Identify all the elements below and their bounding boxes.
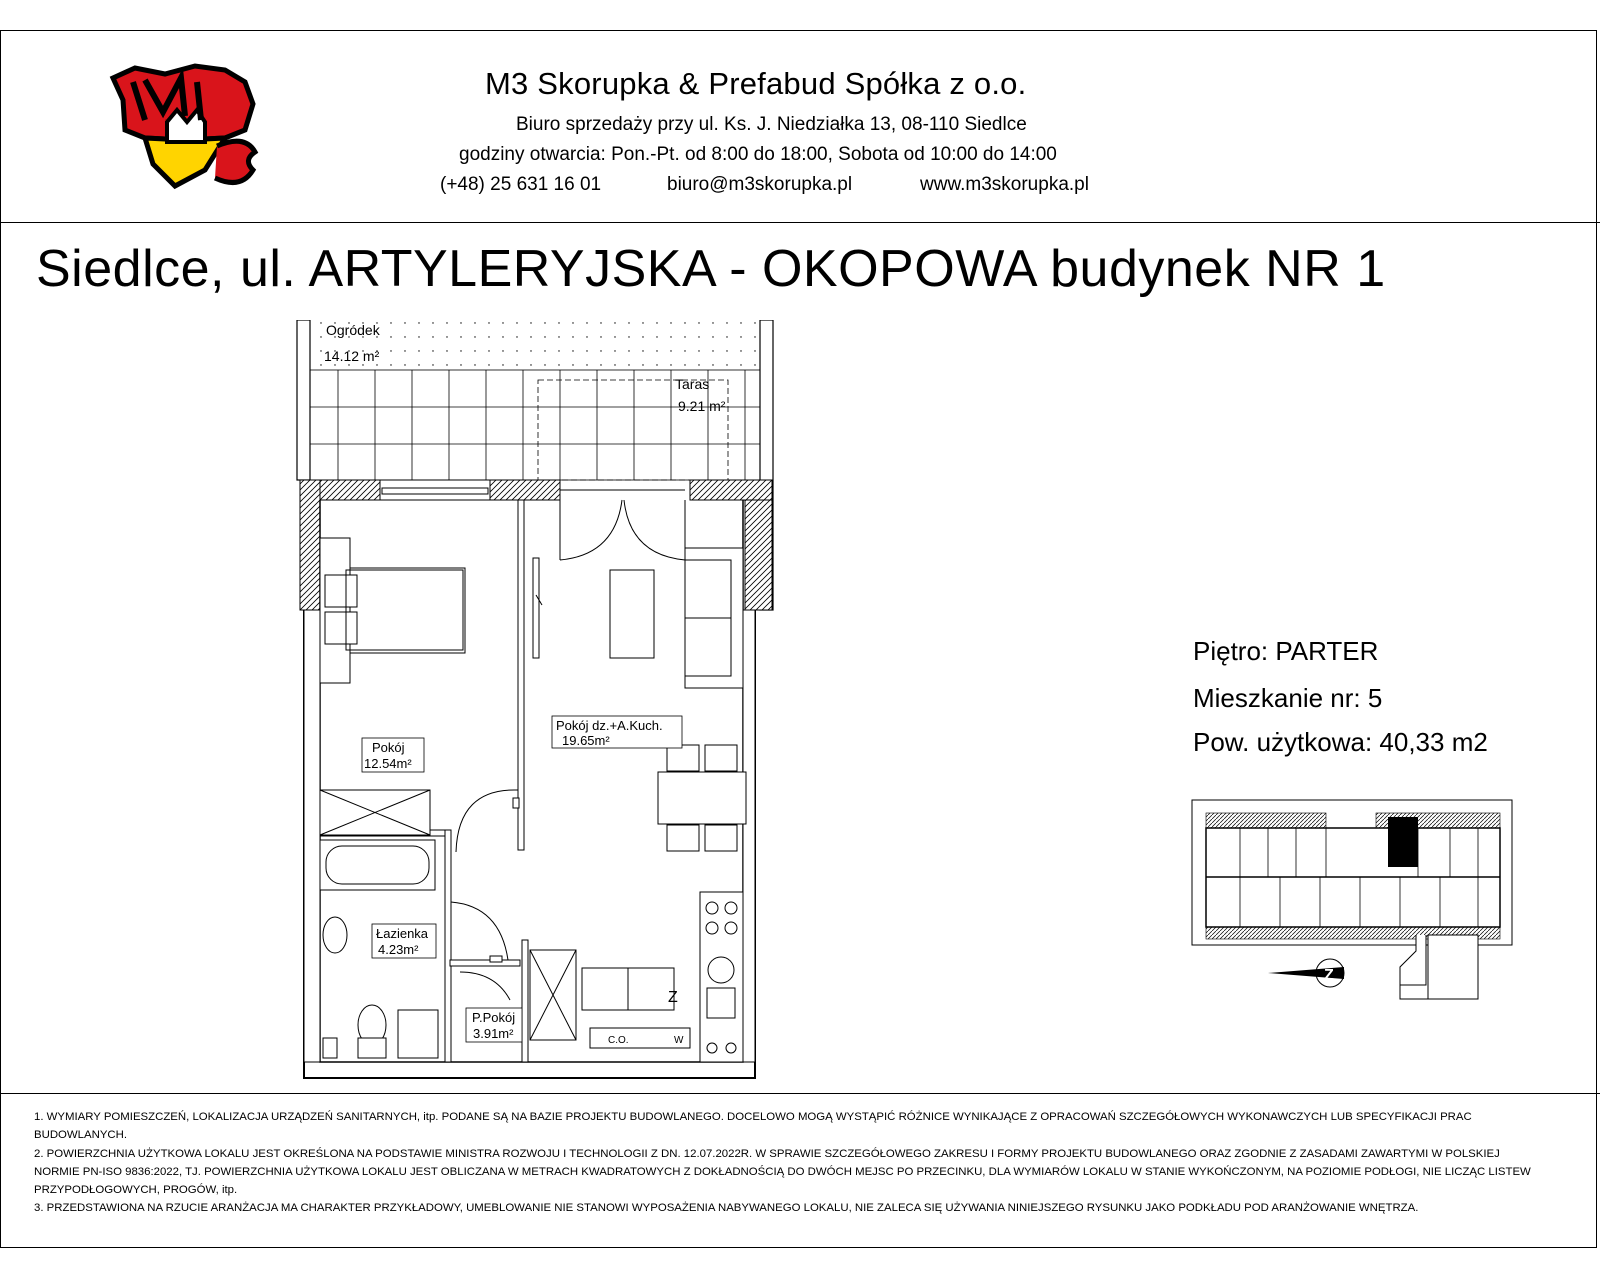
living-room-area: 19.65m² — [562, 733, 610, 748]
w-label: W — [674, 1035, 684, 1046]
company-name: M3 Skorupka & Prefabud Spółka z o.o. — [485, 66, 1027, 101]
header-divider — [0, 222, 1600, 223]
email-link[interactable]: biuro@m3skorupka.pl — [667, 174, 853, 195]
coffee-table — [610, 570, 654, 658]
room-label: Pokój — [372, 740, 405, 755]
bathroom-label: Łazienka — [376, 926, 429, 941]
compass-label: Z — [1324, 967, 1334, 984]
usable-area: Pow. użytkowa: 40,33 m2 — [1193, 727, 1488, 757]
legal-notes — [34, 1108, 1534, 1218]
co-label: C.O. — [608, 1035, 629, 1046]
bathtub — [320, 790, 435, 890]
storage-label: P.Pokój — [472, 1010, 516, 1025]
company-logo — [105, 60, 263, 190]
building-key-plan — [1188, 795, 1518, 1025]
dining-set — [658, 745, 746, 851]
apartment-number: Mieszkanie nr: 5 — [1193, 683, 1383, 713]
phone-number[interactable]: (+48) 25 631 16 01 — [440, 174, 602, 195]
note-3: 3. PRZEDSTAWIONA NA RZUCIE ARANŻACJA MA CHARAKTER PRZYKŁADOWY, UMEBLOWANIE NIE STANOWI WYPOSAŻENIA NABYWANEGO LOKALU, NIE ZALECA SIĘ UŻYWANIA NINIEJSZEGO RYSUNKU JAKO PODKŁADU POD ARANŻOWANIE WNĘTRZA. — [34, 1202, 1419, 1215]
opening-hours: godziny otwarcia: Pon.-Pt. od 8:00 do 18:00, Sobota od 10:00 do 14:00 — [459, 144, 1057, 165]
balcony-door — [560, 490, 685, 560]
terrace-label: Taras — [675, 376, 710, 392]
sales-office-address: Biuro sprzedaży przy ul. Ks. J. Niedziałka 13, 08-110 Siedlce — [516, 114, 1027, 135]
bathroom-area: 4.23m² — [378, 942, 419, 957]
z-label: Z — [668, 989, 678, 1006]
logo-text: M3 — [165, 120, 167, 121]
garden-label: Ogródek — [326, 322, 380, 338]
garden-area-value: 14.12 m² — [324, 348, 380, 364]
note-2: 2. POWIERZCHNIA UŻYTKOWA LOKALU JEST OKREŚLONA NA PODSTAWIE MINISTRA ROZWOJU I TECHNOLOGII Z DN. 12.07.2022R. W SPRAWIE SZCZEGÓŁOWEGO ZAKRESU I FORMY PROJEKTU BUDOWLANEGO ORAZ ZGODNIE Z ZASADAMI ZAWARTYMI W POLSKIEJ NORMIE PN-ISO 9836:2022, TJ. POWIERZCHNIA UŻYTKOWA LOKALU JEST OBLICZANA W METRACH KWADRATOWYCH Z DOKŁADNOŚCIĄ DO DWÓCH MEJSC PO PRZECINKU, DLA WYMIARÓW LOKALU W STANIE WYKOŃCZONYM, NA POZIOMIE PODŁOGI, NIE LICZĄC LISTEW PRZYPODŁOGOWYCH, PROGÓW, itp. — [34, 1147, 1531, 1197]
highlighted-apartment — [1388, 817, 1418, 867]
north-compass — [1268, 959, 1344, 987]
floor-plan — [290, 320, 800, 1080]
website-link[interactable]: www.m3skorupka.pl — [920, 174, 1089, 195]
room-area: 12.54m² — [364, 756, 412, 771]
page-title: Siedlce, ul. ARTYLERYJSKA - OKOPOWA budynek NR 1 — [36, 240, 1386, 298]
living-room-label: Pokój dz.+A.Kuch. — [556, 718, 663, 733]
kitchen-units — [530, 892, 743, 1062]
sofa — [685, 548, 743, 688]
terrace-area-value: 9.21 m² — [678, 398, 726, 414]
storage-area: 3.91m² — [473, 1026, 514, 1041]
note-1: 1. WYMIARY POMIESZCZEŃ, LOKALIZACJA URZĄDZEŃ SANITARNYCH, itp. PODANE SĄ NA BAZIE PROJEKTU BUDOWLANEGO. DOCELOWO MOGĄ WYSTĄPIĆ RÓŻNICE WYNIKAJĄCE Z OPRACOWAŃ SZCZEGÓŁOWYCH WYKONAWCZYCH LUB SPECYFIKACJI PRAC BUDOWLANYCH. — [34, 1111, 1472, 1142]
notes-divider — [0, 1093, 1600, 1094]
bed — [320, 538, 465, 683]
floor-info: Piętro: PARTER — [1193, 636, 1379, 666]
